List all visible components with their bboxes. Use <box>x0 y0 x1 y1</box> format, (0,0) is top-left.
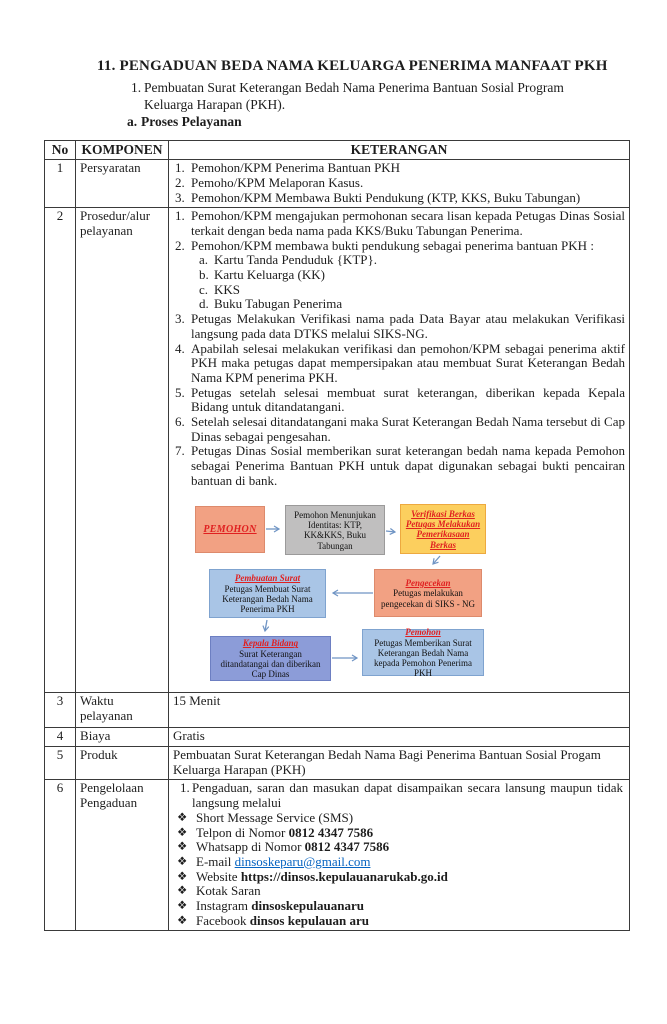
contact-item-email <box>177 855 625 870</box>
flow-box-pembuatan <box>209 569 326 618</box>
table-row <box>45 693 630 728</box>
section-title: Proses Pelayanan <box>141 114 242 129</box>
website-url: https://dinsos.kepulauanarukab.go.id <box>240 868 448 884</box>
diamond-bullet-icon: ❖ <box>177 811 188 824</box>
flow-box-text: Petugas melakukan pengecekan di SIKS - NG <box>381 588 475 609</box>
flow-box-title: Pembuatan Surat <box>234 573 301 584</box>
flow-box-text: Pemohon Menunjukan Identitas: KTP, KK&KKS, Buku Tabungan <box>294 509 376 551</box>
contact-label: Facebook dinsos kepulauan aru <box>196 912 370 928</box>
diamond-bullet-icon: ❖ <box>177 841 188 854</box>
list-item <box>173 191 625 206</box>
item-text: Pemohon/KPM Penerima Bantuan PKH <box>191 160 401 176</box>
bukti-sublist <box>197 253 625 312</box>
item-number: 3. <box>175 189 185 205</box>
flow-box-penyerahan <box>362 627 484 679</box>
whatsapp-number: 0812 4347 7586 <box>304 839 390 855</box>
table-row <box>45 160 630 208</box>
subtitle <box>131 80 571 114</box>
item-letter: d. <box>199 296 209 312</box>
diamond-bullet-icon: ❖ <box>177 870 188 883</box>
contact-item-website <box>177 870 625 885</box>
arrow-pembuatan-kepala <box>265 620 267 631</box>
phone-number: 0812 4347 7586 <box>288 824 374 840</box>
contact-label: Instagram dinsoskepulauanaru <box>196 897 364 913</box>
item-text: Apabilah selesai melakukan verifikasi dan pemohon/KPM sebagai penerima aktif PKH maka petugas dapat mempersipakan atau membuat Surat Keterangan Bedah Nama KPM penerima PKH. <box>191 340 625 385</box>
item-letter: a. <box>199 252 209 268</box>
flow-box-text: Petugas Memberikan Surat Keterangan Bedah Nama kepada Pemohon Penerima PKH <box>374 637 472 679</box>
row-komponen: Biaya <box>76 728 169 747</box>
table-row <box>45 780 630 931</box>
item-text: Pemohon/KPM Membawa Bukti Pendukung (KTP, KKS, Buku Tabungan) <box>191 189 581 205</box>
row-komponen: Prosedur/alur pelayanan <box>76 208 169 693</box>
contact-item-sms <box>177 811 625 826</box>
section-heading <box>127 114 242 130</box>
row-no: 4 <box>45 728 76 747</box>
contact-label: Website https://dinsos.kepulauanarukab.go.id <box>196 868 448 884</box>
row-keterangan <box>169 208 630 693</box>
persyaratan-list <box>173 161 625 205</box>
row-keterangan <box>169 160 630 208</box>
item-text: Buku Tabugan Penerima <box>214 296 343 312</box>
row-no: 1 <box>45 160 76 208</box>
sublist-item <box>197 297 625 312</box>
header-no: No <box>45 141 76 160</box>
item-number: 4. <box>175 340 185 356</box>
flow-box-title-line: Verifikasi Berkas <box>411 508 475 519</box>
list-item <box>173 209 625 238</box>
list-item <box>173 342 625 386</box>
contact-item-phone <box>177 826 625 841</box>
service-table <box>44 140 630 931</box>
item-number: 3. <box>175 311 185 327</box>
item-number: 1. <box>180 780 190 796</box>
row-no: 6 <box>45 780 76 931</box>
contact-item-instagram <box>177 899 625 914</box>
pengaduan-intro <box>173 781 625 810</box>
contact-item-whatsapp <box>177 840 625 855</box>
row-komponen: Pengelolaan Pengaduan <box>76 780 169 931</box>
item-text: Pemoho/KPM Melaporan Kasus. <box>191 174 364 190</box>
flow-box-text: Surat Keterangan ditandatangai dan diberikan Cap Dinas <box>220 648 321 680</box>
table-row <box>45 208 630 693</box>
list-item <box>173 444 625 488</box>
item-letter: c. <box>199 281 209 297</box>
sublist-item <box>197 268 625 283</box>
flow-box-identitas <box>285 505 385 555</box>
row-keterangan <box>169 780 630 931</box>
email-link[interactable]: dinsoskeparu@gmail.com <box>234 853 371 869</box>
item-text: Pemohon/KPM membawa bukti pendukung sebagai penerima bantuan PKH : <box>191 237 594 253</box>
instagram-handle: dinsoskepulauanaru <box>251 897 364 913</box>
contact-label: E-mail dinsoskeparu@gmail.com <box>196 853 371 869</box>
sublist-item <box>197 253 625 268</box>
section-marker: a. <box>127 114 138 129</box>
row-komponen: Produk <box>76 747 169 780</box>
list-item <box>173 312 625 341</box>
item-text: Petugas setelah selesai membuat surat keterangan, diberikan kepada Kepala Bidang untuk ditandatangani. <box>191 384 625 415</box>
diamond-bullet-icon: ❖ <box>177 855 188 868</box>
flow-box-pengecekan <box>374 569 482 617</box>
flow-box-title-line: Pemerikasaan <box>416 529 470 540</box>
flow-box-title: Kepala Bidang <box>242 638 299 649</box>
page-title: 11. PENGADUAN BEDA NAMA KELUARGA PENERIMA MANFAAT PKH <box>97 58 608 74</box>
contact-item-kotak-saran <box>177 884 625 899</box>
sublist-item <box>197 283 625 298</box>
arrow-verifikasi-pengecekan <box>433 556 440 564</box>
table-header-row <box>45 141 630 160</box>
list-item <box>173 176 625 191</box>
facebook-handle: dinsos kepulauan aru <box>249 912 370 928</box>
row-no: 3 <box>45 693 76 728</box>
header-keterangan: KETERANGAN <box>169 141 630 160</box>
prosedur-list <box>173 209 625 488</box>
item-text: Pemohon/KPM mengajukan permohonan secara lisan kepada Petugas Dinas Sosial terkait dengan beda nama pada KKS/Buku Tabungan Penerima. <box>191 208 625 238</box>
flow-box-verifikasi <box>400 504 486 554</box>
item-text: Petugas Melakukan Verifikasi nama pada Data Bayar atau melakukan Verifikasi langsung pada data DTKS melalui SIKS-NG. <box>191 311 625 341</box>
list-item <box>173 239 625 254</box>
flow-box-title-line: Berkas <box>429 539 456 550</box>
item-text: Kartu Keluarga (KK) <box>214 267 325 283</box>
row-no: 5 <box>45 747 76 780</box>
subtitle-marker: 1. <box>131 80 142 95</box>
contact-label: Kotak Saran <box>196 883 261 899</box>
row-komponen: Waktu pelayanan <box>76 693 169 728</box>
arrow-identitas-verifikasi <box>386 531 395 532</box>
header-komponen: KOMPONEN <box>76 141 169 160</box>
item-number: 6. <box>175 413 185 429</box>
diamond-bullet-icon: ❖ <box>177 914 188 927</box>
row-komponen: Persyaratan <box>76 160 169 208</box>
flow-box-title: PEMOHON <box>203 524 257 536</box>
row-keterangan: Gratis <box>169 728 630 747</box>
diamond-bullet-icon: ❖ <box>177 885 188 898</box>
subtitle-text: Pembuatan Surat Keterangan Bedah Nama Penerima Bantuan Sosial Program Keluarga Harapan (PKH). <box>144 80 564 112</box>
item-number: 1. <box>175 208 185 224</box>
contact-label: Short Message Service (SMS) <box>196 809 354 825</box>
item-number: 2. <box>175 174 185 190</box>
table-row <box>45 747 630 780</box>
service-flowchart <box>173 496 625 690</box>
flow-box-title-line: Petugas Melakukan <box>405 519 481 530</box>
list-item <box>173 386 625 415</box>
item-text: Petugas Dinas Sosial memberikan surat keterangan bedah nama kepada Pemohon sebagai Penerima Bantuan PKH untuk dapat digunakan sebagai bukti pencairan bantuan di bank. <box>191 443 625 488</box>
diamond-bullet-icon: ❖ <box>177 899 188 912</box>
item-text: Setelah selesai ditandatangani maka Surat Keterangan Bedah Nama tersebut di Cap Dinas sebagai pengesahan. <box>191 413 625 444</box>
item-letter: b. <box>199 267 209 283</box>
item-text: KKS <box>214 281 241 297</box>
flow-box-kepala-bidang <box>210 636 331 681</box>
diamond-bullet-icon: ❖ <box>177 826 188 839</box>
contact-label: Whatsapp di Nomor 0812 4347 7586 <box>196 839 390 855</box>
flow-box-title: Pengecekan <box>405 578 451 588</box>
flow-box-title: Pemohon <box>405 627 441 638</box>
contact-list <box>173 811 625 929</box>
item-number: 2. <box>175 237 185 253</box>
item-number: 7. <box>175 443 185 459</box>
row-keterangan: Pembuatan Surat Keterangan Bedah Nama Bagi Penerima Bantuan Sosial Progam Keluarga Harapan (PKH) <box>169 747 630 780</box>
row-no: 2 <box>45 208 76 693</box>
item-text: Kartu Tanda Penduduk {KTP}. <box>214 252 377 268</box>
item-text: Pengaduan, saran dan masukan dapat disampaikan secara lansung maupun tidak langsung melalui <box>192 780 623 811</box>
list-item <box>173 415 625 444</box>
contact-item-facebook <box>177 914 625 929</box>
list-item <box>173 161 625 176</box>
table-row <box>45 728 630 747</box>
flow-box-text: Petugas Membuat Surat Keterangan Bedah Nama Penerima PKH <box>222 583 313 615</box>
row-keterangan: 15 Menit <box>169 693 630 728</box>
flow-box-pemohon <box>195 506 265 553</box>
item-number: 1. <box>175 160 185 176</box>
item-number: 5. <box>175 384 185 400</box>
contact-label: Telpon di Nomor 0812 4347 7586 <box>196 824 374 840</box>
